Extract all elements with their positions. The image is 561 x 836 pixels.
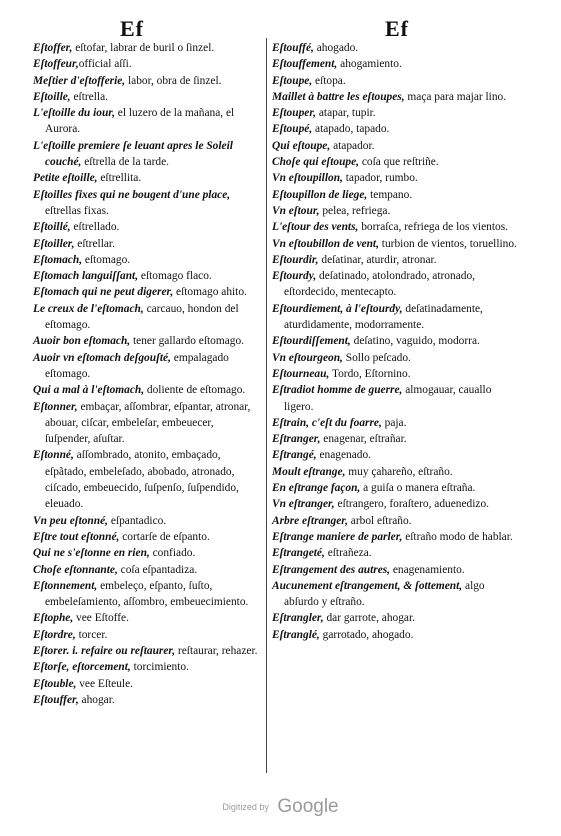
entry-headword: Eſtouffement, [272, 58, 338, 71]
entry-headword: Eſtoffeur, [33, 58, 79, 71]
dictionary-entry [33, 643, 261, 659]
dictionary-entry [33, 73, 261, 89]
dictionary-entry [272, 301, 522, 334]
entry-headword: Eſtourneau, [272, 367, 330, 380]
entry-definition: empalagado eſtomago. [45, 351, 229, 380]
entry-definition: borraſca, refriega de los vientos. [358, 221, 508, 234]
dictionary-entry [272, 40, 522, 56]
entry-definition: muy çahareño, eſtraño. [345, 465, 453, 478]
entry-definition: eſtomago ahito. [173, 286, 247, 299]
entry-definition: carcauo, hondon del eſtomago. [45, 302, 239, 332]
entry-headword: Eſtomach qui ne peut digerer, [33, 286, 174, 299]
entry-headword: Le creux de l'eſtomach, [33, 302, 144, 315]
dictionary-entry [33, 56, 261, 72]
dictionary-entry [33, 138, 261, 171]
watermark-prefix: Digitized by [222, 802, 269, 812]
entry-headword: Eſtomach, [33, 253, 83, 266]
entry-headword: Arbre eſtranger, [272, 514, 348, 527]
entry-headword: Eſtorer. i. refaire ou reſtaurer, [33, 644, 176, 657]
entry-definition: tener gallardo eſtomago. [130, 335, 245, 348]
entry-headword: Eſtouper, [272, 107, 316, 120]
dictionary-entry [272, 545, 522, 561]
entry-definition: torcimiento. [130, 661, 189, 674]
entry-definition: dar garrote, ahogar. [323, 612, 415, 625]
entry-headword: Choſe qui eſtoupe, [272, 156, 360, 169]
dictionary-entry [272, 464, 522, 480]
dictionary-entry [33, 447, 261, 512]
entry-headword: En eſtrange façon, [272, 482, 361, 495]
dictionary-entry [33, 545, 261, 561]
entry-headword: Eſtranglé, [272, 628, 320, 641]
left-column [33, 40, 261, 708]
entry-headword: L'eſtoille du iour, [33, 107, 115, 120]
dictionary-entry [33, 627, 261, 643]
entry-definition: eſtrella. [70, 90, 108, 103]
entry-headword: Vn eſtourgeon, [272, 351, 343, 364]
entry-headword: Moult eſtrange, [272, 465, 346, 478]
entry-headword: Eſtorſe, eſtorcement, [33, 661, 131, 674]
dictionary-entry [33, 399, 261, 448]
dictionary-entry [33, 89, 261, 105]
dictionary-entry [33, 105, 261, 138]
dictionary-entry [272, 431, 522, 447]
entry-headword: Eſtoille, [33, 90, 71, 103]
dictionary-entry [272, 236, 522, 252]
entry-definition: eſtraño modo de hablar. [402, 530, 513, 543]
dictionary-entry [272, 252, 522, 268]
entry-definition: eſtofar, labrar de buril o ſinzel. [72, 42, 215, 54]
dictionary-entry [272, 73, 522, 89]
entry-headword: Eſtouffer, [33, 693, 79, 706]
entry-headword: L'eſtoille premiere ſe leuant apres le Soleil couché, [33, 139, 233, 169]
entry-definition: atapador. [330, 139, 375, 152]
dictionary-entry [272, 562, 522, 578]
running-header-left: Ef [120, 16, 144, 41]
dictionary-entry [272, 496, 522, 512]
entry-definition: embeleço, eſpanto, ſuſto, embeleſamiento, aſſombro, embeuecimiento. [45, 579, 249, 609]
dictionary-entry [33, 301, 261, 334]
dictionary-entry [272, 382, 522, 415]
entry-definition: tapador, rumbo. [342, 172, 418, 185]
entry-definition: vee Eſteule. [76, 677, 133, 690]
entry-definition: atapado, tapado. [312, 123, 390, 136]
entry-definition: Tordo, Eſtornino. [329, 367, 411, 380]
entry-definition: official aſſi. [78, 58, 132, 71]
entry-headword: L'eſtour des vents, [272, 221, 359, 234]
dictionary-entry [33, 219, 261, 235]
entry-headword: Qui ne s'eſtonne en rien, [33, 547, 150, 560]
entry-headword: Vn peu eſtonné, [33, 514, 108, 527]
dictionary-entry [33, 513, 261, 529]
entry-headword: Meſtier d'eſtofferie, [33, 74, 126, 87]
dictionary-entry [33, 562, 261, 578]
entry-headword: Eſtonnement, [33, 579, 98, 592]
entry-definition: eſtomago flaco. [138, 270, 212, 283]
entry-definition: eſtrellar. [74, 237, 115, 250]
entry-definition: enagenado. [316, 449, 372, 462]
entry-definition: el luzero de la mañana, el Aurora. [45, 107, 235, 136]
dictionary-entry [272, 529, 522, 545]
dictionary-entry [272, 89, 522, 105]
entry-definition: reſtaurar, rehazer. [175, 644, 258, 657]
entry-definition: eſtrangero, foraſtero, aduenedizo. [334, 498, 490, 511]
dictionary-entry [33, 236, 261, 252]
dictionary-entry [272, 56, 522, 72]
column-divider [266, 38, 267, 773]
dictionary-entry [33, 40, 261, 56]
dictionary-entry [272, 219, 522, 235]
entry-headword: Eſtoupé, [272, 123, 313, 136]
entry-headword: Eſtre tout eſtonné, [33, 530, 120, 543]
entry-headword: Vn eſtoubillon de vent, [272, 237, 379, 250]
dictionary-entry [272, 350, 522, 366]
entry-definition: confiado. [149, 547, 196, 560]
entry-definition: maça para majar lino. [404, 90, 507, 103]
dictionary-entry [33, 333, 261, 349]
entry-definition: deſatinadamente, aturdidamente, modorramente. [284, 302, 483, 332]
entry-headword: Choſe eſtonnante, [33, 563, 118, 576]
entry-definition: coſa que reſtriñe. [359, 156, 439, 169]
entry-definition: aſſombrado, atonito, embaçado, eſpãtado, embeleſado, abobado, atronado, ciſcado, embeuecido, ſuſpenſo, ſuſpendido, eleuado. [45, 449, 239, 511]
entry-definition: garrotado, ahogado. [319, 628, 414, 641]
digitized-watermark [0, 796, 561, 818]
dictionary-entry [33, 350, 261, 383]
entry-headword: Maillet à battre les eſtoupes, [272, 90, 405, 103]
entry-definition: turbion de vientos, toruellino. [378, 237, 517, 250]
dictionary-entry [33, 676, 261, 692]
entry-definition: tempano. [367, 188, 413, 201]
dictionary-entry [272, 415, 522, 431]
dictionary-entry [272, 138, 522, 154]
entry-headword: Eſtophe, [33, 612, 74, 625]
entry-definition: Sollo peſcado. [342, 351, 411, 364]
entry-definition: enagenar, eſtrañar. [320, 433, 407, 446]
entry-definition: almogauar, cauallo ligero. [284, 384, 492, 413]
entry-headword: Vn eſtoupillon, [272, 172, 343, 185]
entry-headword: Eſtouble, [33, 677, 77, 690]
entry-definition: deſatino, vaguido, modorra. [350, 335, 480, 348]
dictionary-entry [272, 578, 522, 611]
dictionary-entry [33, 529, 261, 545]
entry-headword: Eſtouffé, [272, 42, 314, 54]
entry-definition: ahogamiento. [337, 58, 402, 71]
dictionary-entry [33, 659, 261, 675]
entry-definition: eſtrellita. [97, 172, 142, 185]
entry-headword: Qui eſtoupe, [272, 139, 331, 152]
entry-definition: vee Eſtoffe. [73, 612, 129, 625]
entry-definition: coſa eſpantadiza. [117, 563, 198, 576]
dictionary-entry [272, 366, 522, 382]
entry-headword: Auoir vn eſtomach deſgouſté, [33, 351, 171, 364]
entry-headword: Eſtonné, [33, 449, 74, 462]
entry-definition: ahogar. [78, 693, 115, 706]
entry-headword: Eſtrangement des autres, [272, 563, 391, 576]
entry-definition: ahogado. [313, 42, 359, 54]
dictionary-entry [272, 513, 522, 529]
entry-headword: Eſtoupe, [272, 74, 313, 87]
dictionary-entry [272, 480, 522, 496]
right-column [272, 40, 522, 643]
entry-headword: Eſtoiller, [33, 237, 75, 250]
entry-headword: Eſtoupillon de liege, [272, 188, 368, 201]
entry-definition: deſatinado, atolondrado, atronado, eſtordecido, mentecapto. [284, 270, 475, 299]
entry-headword: Eſtourdiement, à l'eſtourdy, [272, 302, 403, 315]
entry-definition: labor, obra de ſinzel. [125, 74, 222, 87]
dictionary-entry [33, 382, 261, 398]
dictionary-entry [33, 252, 261, 268]
dictionary-entry [272, 187, 522, 203]
entry-headword: Petite eſtoille, [33, 172, 98, 185]
dictionary-entry [272, 447, 522, 463]
entry-definition: arbol eſtraño. [347, 514, 412, 527]
entry-headword: Eſtourdiſſement, [272, 335, 351, 348]
dictionary-entry [33, 578, 261, 611]
entry-headword: Aucunement eſtrangement, & ſottement, [272, 579, 463, 592]
entry-definition: cortarſe de eſpanto. [119, 530, 210, 543]
entry-headword: Eſtrangler, [272, 612, 324, 625]
entry-headword: Eſtoffer, [33, 42, 73, 54]
entry-headword: Eſtradiot homme de guerre, [272, 384, 403, 397]
dictionary-entry [33, 268, 261, 284]
entry-definition: eſtrellado. [70, 221, 120, 234]
dictionary-entry [33, 692, 261, 708]
dictionary-entry [272, 170, 522, 186]
dictionary-entry [272, 105, 522, 121]
dictionary-entry [272, 268, 522, 301]
entry-headword: Auoir bon eſtomach, [33, 335, 131, 348]
dictionary-entry [33, 187, 261, 220]
entry-definition: eſtomago. [82, 253, 131, 266]
entry-headword: Eſtourdy, [272, 270, 317, 283]
dictionary-entry [272, 203, 522, 219]
entry-headword: Eſtonner, [33, 400, 78, 413]
watermark-logo: Google [277, 796, 339, 817]
entry-headword: Eſtrain, c'eſt du foarre, [272, 416, 382, 429]
entry-definition: eſtopa. [312, 74, 346, 87]
entry-headword: Qui a mal à l'eſtomach, [33, 384, 145, 397]
dictionary-entry [33, 170, 261, 186]
dictionary-entry [272, 610, 522, 626]
dictionary-entry [272, 333, 522, 349]
entry-definition: algo abſurdo y eſtraño. [284, 579, 485, 609]
entry-definition: eſtrellas fixas. [45, 204, 109, 217]
entry-definition: eſtrañeza. [324, 547, 372, 560]
dictionary-entry [33, 610, 261, 626]
entry-headword: Eſtordre, [33, 628, 76, 641]
entry-definition: torcer. [75, 628, 108, 641]
dictionary-entry [272, 627, 522, 643]
entry-definition: doliente de eſtomago. [144, 384, 246, 397]
entry-headword: Eſtranger, [272, 433, 321, 446]
entry-headword: Eſtrange maniere de parler, [272, 530, 403, 543]
entry-headword: Eſtoillé, [33, 221, 71, 234]
entry-headword: Eſtrangé, [272, 449, 317, 462]
entry-definition: embaçar, aſſombrar, eſpantar, atronar, abouar, ciſcar, embeleſar, embeuecer, ſuſpender, aſuſtar. [45, 400, 251, 446]
entry-definition: enagenamiento. [390, 563, 465, 576]
entry-headword: Eſtourdir, [272, 253, 319, 266]
dictionary-entry [272, 121, 522, 137]
entry-headword: Eſtrangeté, [272, 547, 325, 560]
dictionary-entry [272, 154, 522, 170]
entry-definition: pelea, refriega. [319, 204, 391, 217]
entry-headword: Vn eſtour, [272, 204, 320, 217]
entry-headword: Eſtoilles fixes qui ne bougent d'une place, [33, 188, 231, 201]
entry-headword: Eſtomach languiſſant, [33, 270, 139, 283]
entry-definition: a guiſa o manera eſtraña. [360, 482, 476, 495]
entry-headword: Vn eſtranger, [272, 498, 335, 511]
running-header-right: Ef [385, 16, 409, 41]
entry-definition: atapar, tupir. [316, 107, 376, 120]
entry-definition: eſtrella de la tarde. [81, 156, 169, 169]
dictionary-entry [33, 284, 261, 300]
entry-definition: paja. [381, 416, 407, 429]
entry-definition: deſatinar, aturdir, atronar. [318, 253, 437, 266]
entry-definition: eſpantadico. [108, 514, 167, 527]
